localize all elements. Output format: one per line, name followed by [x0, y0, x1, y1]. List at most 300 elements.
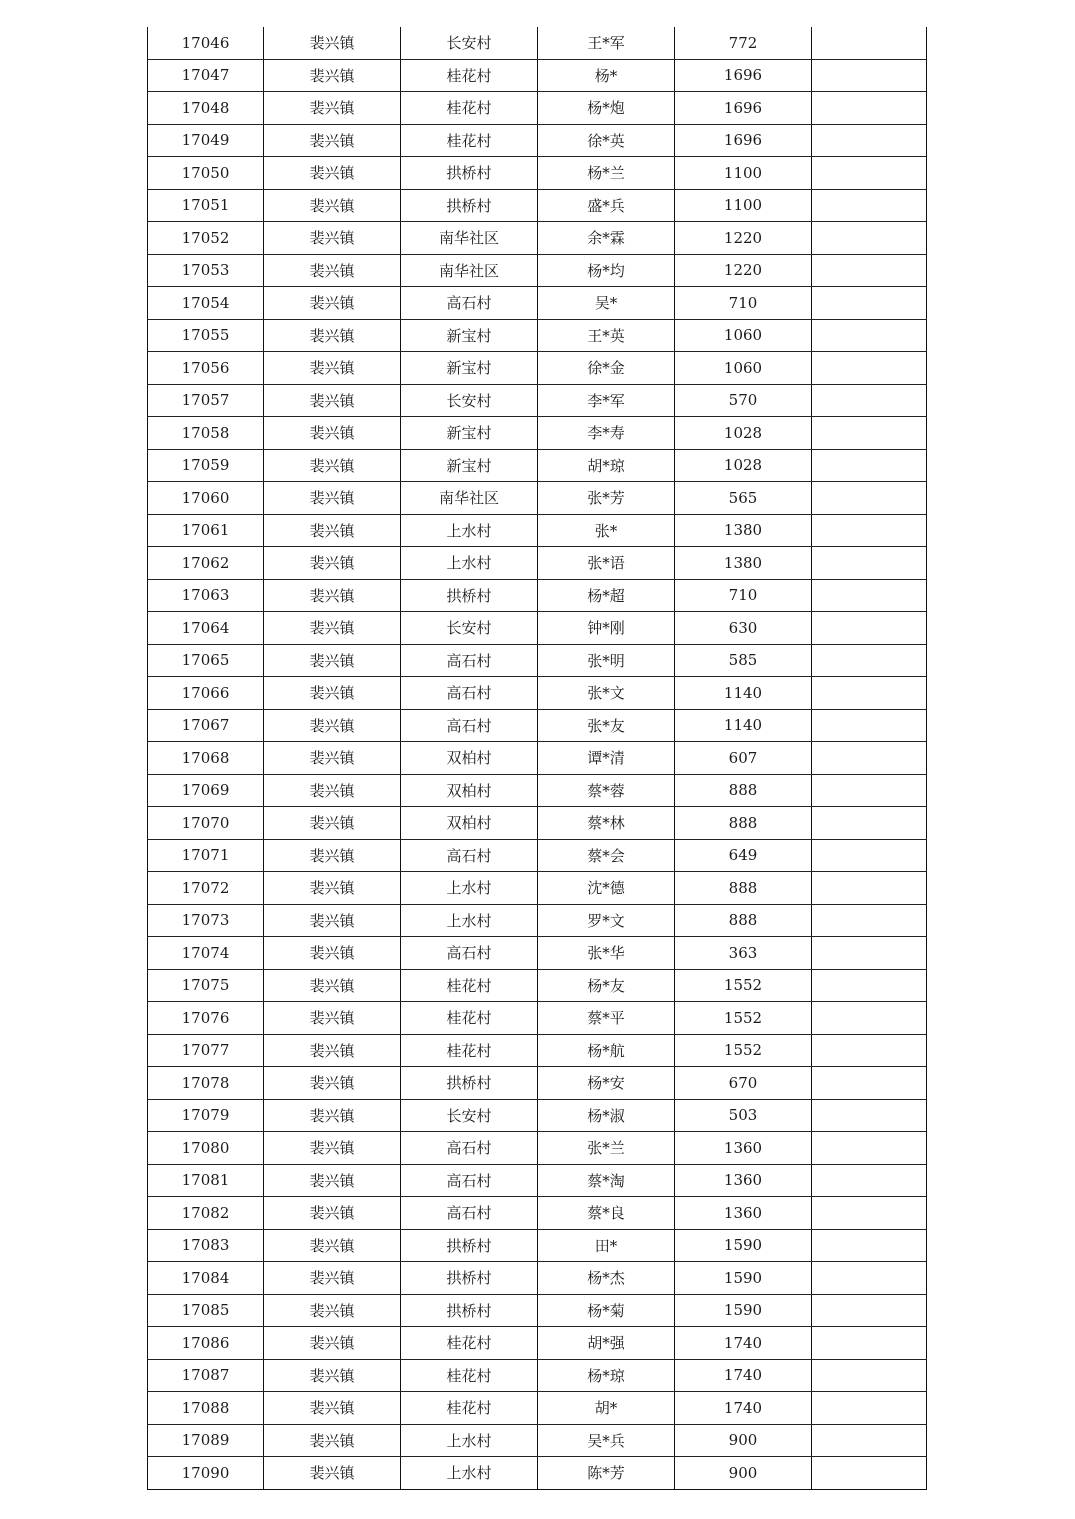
remark-cell — [812, 612, 927, 645]
amount-cell: 670 — [675, 1067, 812, 1100]
village-cell: 新宝村 — [401, 352, 538, 385]
name-cell: 杨*杰 — [538, 1262, 675, 1295]
amount-cell: 1060 — [675, 319, 812, 352]
amount-cell: 888 — [675, 872, 812, 905]
remark-cell — [812, 449, 927, 482]
town-cell: 裴兴镇 — [264, 872, 401, 905]
serial-number-cell: 17046 — [148, 27, 264, 59]
village-cell: 高石村 — [401, 677, 538, 710]
remark-cell — [812, 774, 927, 807]
name-cell: 张*友 — [538, 709, 675, 742]
village-cell: 新宝村 — [401, 417, 538, 450]
serial-number-cell: 17074 — [148, 937, 264, 970]
name-cell: 张* — [538, 514, 675, 547]
serial-number-cell: 17059 — [148, 449, 264, 482]
name-cell: 杨*兰 — [538, 157, 675, 190]
remark-cell — [812, 807, 927, 840]
amount-cell: 1590 — [675, 1294, 812, 1327]
remark-cell — [812, 514, 927, 547]
village-cell: 南华社区 — [401, 254, 538, 287]
table-row — [148, 547, 927, 580]
town-cell: 裴兴镇 — [264, 937, 401, 970]
village-cell: 桂花村 — [401, 969, 538, 1002]
remark-cell — [812, 1359, 927, 1392]
name-cell: 张*芳 — [538, 482, 675, 515]
remark-cell — [812, 1392, 927, 1425]
village-cell: 上水村 — [401, 872, 538, 905]
table-row — [148, 1099, 927, 1132]
serial-number-cell: 17060 — [148, 482, 264, 515]
table-row — [148, 514, 927, 547]
name-cell: 蔡*林 — [538, 807, 675, 840]
town-cell: 裴兴镇 — [264, 124, 401, 157]
table-row — [148, 1002, 927, 1035]
amount-cell: 1140 — [675, 709, 812, 742]
town-cell: 裴兴镇 — [264, 807, 401, 840]
amount-cell: 585 — [675, 644, 812, 677]
amount-cell: 1552 — [675, 1034, 812, 1067]
town-cell: 裴兴镇 — [264, 677, 401, 710]
table-row — [148, 1262, 927, 1295]
village-cell: 拱桥村 — [401, 1067, 538, 1100]
town-cell: 裴兴镇 — [264, 774, 401, 807]
table-row — [148, 1392, 927, 1425]
amount-cell: 1590 — [675, 1229, 812, 1262]
table-body — [148, 27, 927, 1489]
village-cell: 上水村 — [401, 904, 538, 937]
table-row — [148, 287, 927, 320]
serial-number-cell: 17053 — [148, 254, 264, 287]
name-cell: 杨*均 — [538, 254, 675, 287]
table-row — [148, 384, 927, 417]
table-row — [148, 1359, 927, 1392]
amount-cell: 772 — [675, 27, 812, 59]
name-cell: 杨*航 — [538, 1034, 675, 1067]
name-cell: 胡* — [538, 1392, 675, 1425]
village-cell: 新宝村 — [401, 319, 538, 352]
town-cell: 裴兴镇 — [264, 1327, 401, 1360]
table-row — [148, 157, 927, 190]
town-cell: 裴兴镇 — [264, 157, 401, 190]
table-row — [148, 1067, 927, 1100]
amount-cell: 1360 — [675, 1164, 812, 1197]
village-cell: 长安村 — [401, 1099, 538, 1132]
name-cell: 蔡*平 — [538, 1002, 675, 1035]
village-cell: 长安村 — [401, 612, 538, 645]
remark-cell — [812, 1067, 927, 1100]
name-cell: 蔡*良 — [538, 1197, 675, 1230]
town-cell: 裴兴镇 — [264, 644, 401, 677]
town-cell: 裴兴镇 — [264, 547, 401, 580]
town-cell: 裴兴镇 — [264, 969, 401, 1002]
name-cell: 沈*德 — [538, 872, 675, 905]
remark-cell — [812, 1099, 927, 1132]
town-cell: 裴兴镇 — [264, 612, 401, 645]
table-row — [148, 709, 927, 742]
village-cell: 高石村 — [401, 1164, 538, 1197]
name-cell: 杨*炮 — [538, 92, 675, 125]
amount-cell: 1380 — [675, 547, 812, 580]
remark-cell — [812, 547, 927, 580]
name-cell: 罗*文 — [538, 904, 675, 937]
amount-cell: 1220 — [675, 254, 812, 287]
remark-cell — [812, 417, 927, 450]
table-row — [148, 1457, 927, 1490]
serial-number-cell: 17086 — [148, 1327, 264, 1360]
remark-cell — [812, 27, 927, 59]
village-cell: 拱桥村 — [401, 579, 538, 612]
town-cell: 裴兴镇 — [264, 1262, 401, 1295]
amount-cell: 1552 — [675, 1002, 812, 1035]
name-cell: 张*语 — [538, 547, 675, 580]
village-cell: 新宝村 — [401, 449, 538, 482]
town-cell: 裴兴镇 — [264, 417, 401, 450]
remark-cell — [812, 59, 927, 92]
village-cell: 双柏村 — [401, 807, 538, 840]
table-row — [148, 1197, 927, 1230]
name-cell: 余*霖 — [538, 222, 675, 255]
serial-number-cell: 17047 — [148, 59, 264, 92]
serial-number-cell: 17048 — [148, 92, 264, 125]
village-cell: 拱桥村 — [401, 1294, 538, 1327]
town-cell: 裴兴镇 — [264, 839, 401, 872]
amount-cell: 888 — [675, 807, 812, 840]
table-row — [148, 937, 927, 970]
village-cell: 双柏村 — [401, 742, 538, 775]
remark-cell — [812, 1294, 927, 1327]
remark-cell — [812, 742, 927, 775]
town-cell: 裴兴镇 — [264, 1359, 401, 1392]
table-row — [148, 904, 927, 937]
town-cell: 裴兴镇 — [264, 1197, 401, 1230]
table-row — [148, 222, 927, 255]
name-cell: 谭*清 — [538, 742, 675, 775]
serial-number-cell: 17065 — [148, 644, 264, 677]
table-row — [148, 807, 927, 840]
amount-cell: 1696 — [675, 59, 812, 92]
town-cell: 裴兴镇 — [264, 92, 401, 125]
serial-number-cell: 17072 — [148, 872, 264, 905]
remark-cell — [812, 1229, 927, 1262]
name-cell: 杨*超 — [538, 579, 675, 612]
serial-number-cell: 17050 — [148, 157, 264, 190]
serial-number-cell: 17049 — [148, 124, 264, 157]
village-cell: 上水村 — [401, 1424, 538, 1457]
village-cell: 拱桥村 — [401, 1229, 538, 1262]
serial-number-cell: 17073 — [148, 904, 264, 937]
village-cell: 南华社区 — [401, 482, 538, 515]
village-cell: 南华社区 — [401, 222, 538, 255]
remark-cell — [812, 872, 927, 905]
amount-cell: 1028 — [675, 449, 812, 482]
serial-number-cell: 17081 — [148, 1164, 264, 1197]
amount-cell: 1220 — [675, 222, 812, 255]
town-cell: 裴兴镇 — [264, 27, 401, 59]
name-cell: 杨*安 — [538, 1067, 675, 1100]
amount-cell: 888 — [675, 774, 812, 807]
serial-number-cell: 17062 — [148, 547, 264, 580]
serial-number-cell: 17068 — [148, 742, 264, 775]
serial-number-cell: 17066 — [148, 677, 264, 710]
village-cell: 高石村 — [401, 1197, 538, 1230]
amount-cell: 1060 — [675, 352, 812, 385]
remark-cell — [812, 1424, 927, 1457]
table-row — [148, 1034, 927, 1067]
remark-cell — [812, 644, 927, 677]
amount-cell: 1100 — [675, 157, 812, 190]
name-cell: 蔡*淘 — [538, 1164, 675, 1197]
village-cell: 长安村 — [401, 384, 538, 417]
name-cell: 陈*芳 — [538, 1457, 675, 1490]
remark-cell — [812, 1457, 927, 1490]
village-cell: 桂花村 — [401, 1359, 538, 1392]
table-row — [148, 352, 927, 385]
town-cell: 裴兴镇 — [264, 1067, 401, 1100]
remark-cell — [812, 1197, 927, 1230]
table-row — [148, 1229, 927, 1262]
serial-number-cell: 17061 — [148, 514, 264, 547]
table-row — [148, 969, 927, 1002]
amount-cell: 1100 — [675, 189, 812, 222]
table-row — [148, 612, 927, 645]
serial-number-cell: 17078 — [148, 1067, 264, 1100]
remark-cell — [812, 157, 927, 190]
amount-cell: 607 — [675, 742, 812, 775]
serial-number-cell: 17076 — [148, 1002, 264, 1035]
serial-number-cell: 17071 — [148, 839, 264, 872]
table-row — [148, 417, 927, 450]
village-cell: 桂花村 — [401, 1327, 538, 1360]
town-cell: 裴兴镇 — [264, 352, 401, 385]
town-cell: 裴兴镇 — [264, 254, 401, 287]
remark-cell — [812, 482, 927, 515]
serial-number-cell: 17052 — [148, 222, 264, 255]
data-table — [147, 27, 927, 1490]
serial-number-cell: 17054 — [148, 287, 264, 320]
town-cell: 裴兴镇 — [264, 319, 401, 352]
remark-cell — [812, 1262, 927, 1295]
village-cell: 上水村 — [401, 1457, 538, 1490]
name-cell: 钟*刚 — [538, 612, 675, 645]
amount-cell: 1740 — [675, 1392, 812, 1425]
amount-cell: 630 — [675, 612, 812, 645]
village-cell: 上水村 — [401, 514, 538, 547]
village-cell: 高石村 — [401, 937, 538, 970]
serial-number-cell: 17089 — [148, 1424, 264, 1457]
name-cell: 徐*金 — [538, 352, 675, 385]
town-cell: 裴兴镇 — [264, 1034, 401, 1067]
serial-number-cell: 17083 — [148, 1229, 264, 1262]
name-cell: 张*文 — [538, 677, 675, 710]
name-cell: 徐*英 — [538, 124, 675, 157]
serial-number-cell: 17087 — [148, 1359, 264, 1392]
table-row — [148, 482, 927, 515]
amount-cell: 1740 — [675, 1359, 812, 1392]
name-cell: 胡*强 — [538, 1327, 675, 1360]
name-cell: 蔡*会 — [538, 839, 675, 872]
town-cell: 裴兴镇 — [264, 1002, 401, 1035]
village-cell: 长安村 — [401, 27, 538, 59]
table-row — [148, 189, 927, 222]
town-cell: 裴兴镇 — [264, 1099, 401, 1132]
name-cell: 盛*兵 — [538, 189, 675, 222]
village-cell: 拱桥村 — [401, 189, 538, 222]
amount-cell: 1140 — [675, 677, 812, 710]
village-cell: 桂花村 — [401, 1392, 538, 1425]
town-cell: 裴兴镇 — [264, 709, 401, 742]
remark-cell — [812, 287, 927, 320]
amount-cell: 1552 — [675, 969, 812, 1002]
amount-cell: 1380 — [675, 514, 812, 547]
name-cell: 李*寿 — [538, 417, 675, 450]
serial-number-cell: 17055 — [148, 319, 264, 352]
amount-cell: 900 — [675, 1457, 812, 1490]
town-cell: 裴兴镇 — [264, 579, 401, 612]
table-row — [148, 59, 927, 92]
village-cell: 桂花村 — [401, 92, 538, 125]
serial-number-cell: 17085 — [148, 1294, 264, 1327]
town-cell: 裴兴镇 — [264, 742, 401, 775]
amount-cell: 1360 — [675, 1132, 812, 1165]
remark-cell — [812, 1164, 927, 1197]
name-cell: 张*兰 — [538, 1132, 675, 1165]
name-cell: 田* — [538, 1229, 675, 1262]
name-cell: 张*华 — [538, 937, 675, 970]
remark-cell — [812, 937, 927, 970]
table-row — [148, 774, 927, 807]
remark-cell — [812, 222, 927, 255]
serial-number-cell: 17077 — [148, 1034, 264, 1067]
serial-number-cell: 17070 — [148, 807, 264, 840]
village-cell: 桂花村 — [401, 59, 538, 92]
table-row — [148, 1164, 927, 1197]
name-cell: 李*军 — [538, 384, 675, 417]
name-cell: 杨*友 — [538, 969, 675, 1002]
name-cell: 吴* — [538, 287, 675, 320]
town-cell: 裴兴镇 — [264, 59, 401, 92]
remark-cell — [812, 677, 927, 710]
amount-cell: 1028 — [675, 417, 812, 450]
remark-cell — [812, 579, 927, 612]
table-row — [148, 124, 927, 157]
name-cell: 张*明 — [538, 644, 675, 677]
name-cell: 王*军 — [538, 27, 675, 59]
amount-cell: 1590 — [675, 1262, 812, 1295]
remark-cell — [812, 1327, 927, 1360]
village-cell: 双柏村 — [401, 774, 538, 807]
table-row — [148, 92, 927, 125]
name-cell: 杨* — [538, 59, 675, 92]
town-cell: 裴兴镇 — [264, 1294, 401, 1327]
serial-number-cell: 17082 — [148, 1197, 264, 1230]
village-cell: 高石村 — [401, 1132, 538, 1165]
name-cell: 吴*兵 — [538, 1424, 675, 1457]
town-cell: 裴兴镇 — [264, 449, 401, 482]
serial-number-cell: 17084 — [148, 1262, 264, 1295]
name-cell: 胡*琼 — [538, 449, 675, 482]
table-row — [148, 1294, 927, 1327]
name-cell: 杨*菊 — [538, 1294, 675, 1327]
town-cell: 裴兴镇 — [264, 904, 401, 937]
serial-number-cell: 17057 — [148, 384, 264, 417]
name-cell: 杨*琼 — [538, 1359, 675, 1392]
village-cell: 高石村 — [401, 839, 538, 872]
amount-cell: 565 — [675, 482, 812, 515]
remark-cell — [812, 904, 927, 937]
amount-cell: 1360 — [675, 1197, 812, 1230]
town-cell: 裴兴镇 — [264, 189, 401, 222]
remark-cell — [812, 92, 927, 125]
remark-cell — [812, 124, 927, 157]
remark-cell — [812, 384, 927, 417]
village-cell: 桂花村 — [401, 1002, 538, 1035]
serial-number-cell: 17056 — [148, 352, 264, 385]
serial-number-cell: 17080 — [148, 1132, 264, 1165]
remark-cell — [812, 1132, 927, 1165]
amount-cell: 363 — [675, 937, 812, 970]
amount-cell: 1696 — [675, 124, 812, 157]
name-cell: 杨*淑 — [538, 1099, 675, 1132]
remark-cell — [812, 1002, 927, 1035]
serial-number-cell: 17064 — [148, 612, 264, 645]
town-cell: 裴兴镇 — [264, 1424, 401, 1457]
table-row — [148, 579, 927, 612]
table-row — [148, 449, 927, 482]
town-cell: 裴兴镇 — [264, 1132, 401, 1165]
table-row — [148, 677, 927, 710]
table-row — [148, 319, 927, 352]
table-row — [148, 839, 927, 872]
amount-cell: 710 — [675, 579, 812, 612]
town-cell: 裴兴镇 — [264, 384, 401, 417]
serial-number-cell: 17079 — [148, 1099, 264, 1132]
remark-cell — [812, 319, 927, 352]
town-cell: 裴兴镇 — [264, 482, 401, 515]
village-cell: 桂花村 — [401, 1034, 538, 1067]
table-row — [148, 1424, 927, 1457]
amount-cell: 570 — [675, 384, 812, 417]
amount-cell: 900 — [675, 1424, 812, 1457]
serial-number-cell: 17058 — [148, 417, 264, 450]
village-cell: 高石村 — [401, 709, 538, 742]
remark-cell — [812, 969, 927, 1002]
town-cell: 裴兴镇 — [264, 514, 401, 547]
serial-number-cell: 17088 — [148, 1392, 264, 1425]
village-cell: 桂花村 — [401, 124, 538, 157]
village-cell: 高石村 — [401, 644, 538, 677]
village-cell: 上水村 — [401, 547, 538, 580]
amount-cell: 503 — [675, 1099, 812, 1132]
table-row — [148, 1327, 927, 1360]
village-cell: 高石村 — [401, 287, 538, 320]
remark-cell — [812, 254, 927, 287]
remark-cell — [812, 1034, 927, 1067]
town-cell: 裴兴镇 — [264, 1229, 401, 1262]
name-cell: 蔡*蓉 — [538, 774, 675, 807]
remark-cell — [812, 189, 927, 222]
amount-cell: 1696 — [675, 92, 812, 125]
table-row — [148, 254, 927, 287]
town-cell: 裴兴镇 — [264, 1457, 401, 1490]
serial-number-cell: 17075 — [148, 969, 264, 1002]
table-row — [148, 644, 927, 677]
name-cell: 王*英 — [538, 319, 675, 352]
town-cell: 裴兴镇 — [264, 287, 401, 320]
town-cell: 裴兴镇 — [264, 222, 401, 255]
village-cell: 拱桥村 — [401, 1262, 538, 1295]
village-cell: 拱桥村 — [401, 157, 538, 190]
table-row — [148, 742, 927, 775]
